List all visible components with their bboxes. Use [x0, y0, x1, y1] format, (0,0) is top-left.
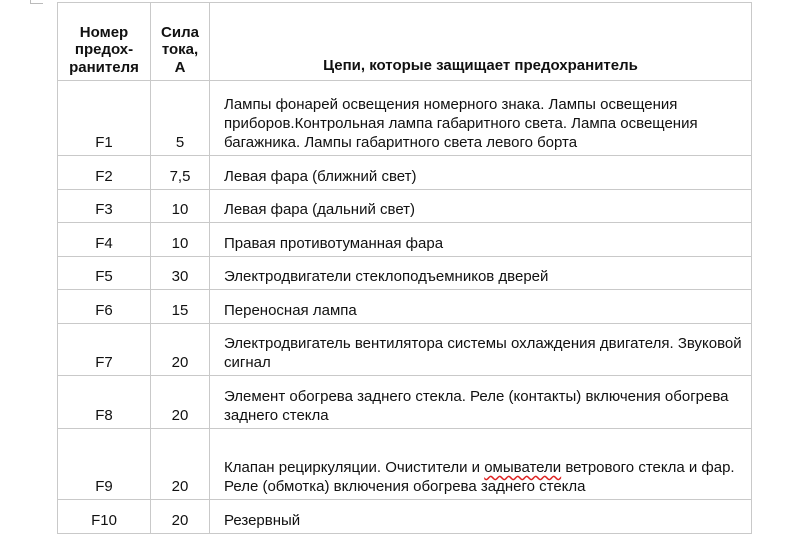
- fuse-number: F6: [58, 290, 151, 324]
- fuse-number: F1: [58, 81, 151, 156]
- table-row: [58, 81, 752, 156]
- page-corner-mark: [30, 0, 43, 4]
- fuse-circuits: Резервный: [210, 500, 752, 534]
- table-row: [58, 190, 752, 223]
- header-row: [58, 3, 752, 81]
- fuse-current: 7,5: [151, 156, 210, 190]
- fuse-current: 20: [151, 324, 210, 376]
- table-row: [58, 223, 752, 257]
- fuse-current: 20: [151, 376, 210, 429]
- header-circuits: Цепи, которые защищает предохранитель: [210, 3, 752, 81]
- fuse-number: F9: [58, 429, 151, 500]
- fuse-circuits: Переносная лампа: [210, 290, 752, 324]
- fuse-number: F3: [58, 190, 151, 223]
- header-number: Номер предох- ранителя: [58, 3, 151, 81]
- fuse-number: F4: [58, 223, 151, 257]
- fuse-circuits: Элемент обогрева заднего стекла. Реле (контакты) включения обогрева заднего стекла: [210, 376, 752, 429]
- fuse-current: 20: [151, 429, 210, 500]
- fuse-circuits: Левая фара (дальний свет): [210, 190, 752, 223]
- table-row: [58, 324, 752, 376]
- fuse-current: 5: [151, 81, 210, 156]
- fuse-circuits: Левая фара (ближний свет): [210, 156, 752, 190]
- table-row: [58, 257, 752, 290]
- fuse-number: F5: [58, 257, 151, 290]
- fuse-number: F10: [58, 500, 151, 534]
- fuse-current: 10: [151, 190, 210, 223]
- fuse-circuits: Электродвигатели стеклоподъемников дверей: [210, 257, 752, 290]
- fuse-circuits: Лампы фонарей освещения номерного знака. Лампы освещения приборов.Контрольная лампа габаритного света. Лампа освещения багажника. Лампы габаритного света левого борта: [210, 81, 752, 156]
- fuse-number: F8: [58, 376, 151, 429]
- table-row: [58, 376, 752, 429]
- spellcheck-word: омыватели: [484, 459, 562, 476]
- table-row: [58, 429, 752, 500]
- fuse-circuits: Электродвигатель вентилятора системы охлаждения двигателя. Звуковой сигнал: [210, 324, 752, 376]
- fuse-circuits-part: Клапан рециркуляции. Очистители и: [224, 459, 485, 476]
- fuse-table: [57, 2, 752, 534]
- fuse-current: 15: [151, 290, 210, 324]
- table-row: [58, 290, 752, 324]
- fuse-current: 10: [151, 223, 210, 257]
- fuse-circuits: Правая противотуманная фара: [210, 223, 752, 257]
- fuse-number: F7: [58, 324, 151, 376]
- table-row: [58, 156, 752, 190]
- table-row: [58, 500, 752, 534]
- fuse-circuits: [210, 429, 752, 500]
- header-current: Сила тока, А: [151, 3, 210, 81]
- fuse-current: 20: [151, 500, 210, 534]
- fuse-current: 30: [151, 257, 210, 290]
- fuse-number: F2: [58, 156, 151, 190]
- fuse-circuits-part: ветрового стекла и фар. Реле (обмотка) включения обогрева заднего стекла: [224, 459, 735, 495]
